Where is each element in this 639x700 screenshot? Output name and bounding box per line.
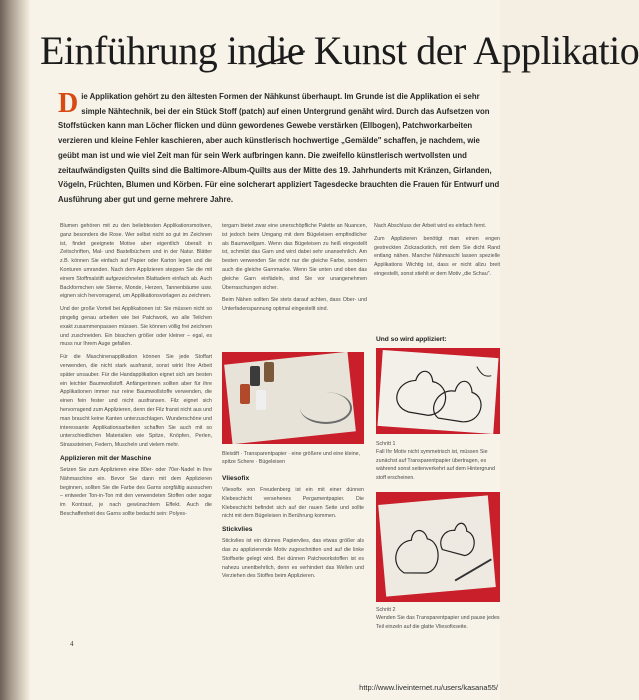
step-2-caption [376, 606, 500, 631]
title-part-2: Kunst der Applikatio [304, 28, 639, 73]
thread-spool-icon [250, 366, 260, 386]
col2-paragraph-4: Stickvlies ist ein dünnes Papiervlies, das etwas größer als das zu applizierende Motiv zugeschnitten und auf die linke Stoffseite gelegt wird. Bei dünnen Patchworkstoffen ist es nahezu unentbehrlich, denn es verhindert das Wellen und Verziehen des Stoffes beim Applizieren. [222, 538, 364, 580]
subhead-stickvlies: Stickvlies [222, 526, 253, 534]
step-1-caption [376, 440, 500, 482]
subhead-how-to: Und so wird appliziert: [376, 336, 447, 343]
thread-spool-icon [256, 390, 266, 410]
transfer-paper [378, 495, 496, 596]
tools-caption: Bleistift · Transparentpapier · eine größere und eine kleine, spitze Schere · Bügeleisen [222, 451, 361, 465]
column-1 [60, 222, 212, 622]
book-spine-shadow [0, 0, 30, 700]
intro-paragraph [58, 90, 500, 210]
col2-paragraph-2: Beim Nähen sollten Sie stets darauf achten, dass Ober- und Unterfadenspannung optimal eingestellt sind. [222, 297, 367, 313]
tools-photo [222, 352, 364, 444]
column-2-top [222, 222, 367, 344]
col2-paragraph-1: tergarn bietet zwar eine unerschöpfliche Palette an Nuancen, ist jedoch beim Umgang mit dem Bügeleisen empfindlicher als Baumwollgarn. Wenn das Bügeleisen zu heiß eingestellt ist, schmilzt das Garn und wird dabei sehr unansehnlich. Am besten verwenden Sie nicht nur die gleiche Farbe, sondern auch die gleiche Garnmarke. Wenn Sie unten und oben das gleiche Garn einfädeln, sind Sie vor unangenehmen Überraschungen sicher. [222, 223, 367, 291]
col1-paragraph-2: Und der große Vorteil bei Applikationen ist: Sie müssen nicht so pingelig genau arbeiten wie bei Patchwork, wo alle Teilchen exakt zusammenpassen müssen. Sie können völlig frei zeichnen und zuschneiden. Ein bisschen größer oder kleiner – egal, es muss nur Ihrem Auge gefallen. [60, 306, 212, 348]
step-1-text: Fall Ihr Motiv nicht symmetrisch ist, müssen Sie zunächst auf Transparentpapier übertragen, es während sonst seitenverkehrt auf dem Hintergrund stoff erscheinen. [376, 449, 495, 481]
col1-paragraph-4: Setzen Sie zum Applizieren eine 80er- oder 70er-Nadel in Ihre Nähmaschine ein. Bevor Sie dann mit dem Applizieren beginnen, sollten Sie die Farbe des Garns sorgfältig aussuchen – entweder Ton-in-Ton mit den verwendeten Stoffen oder sogar im Kontrast, je nach gewünschtem Effekt. Auch die Beschaffenheit des Garns sollte bedacht sein: Polyes- [60, 466, 212, 517]
scissors-icon [300, 392, 352, 424]
col2-paragraph-3: Vliesofix von Freudenberg ist ein mit einer dünnen Klebeschicht versehenes Pergamentpapier. Die Klebeschicht befindet sich auf der rauen Seite und sollte nicht mit dem Bügeleisen in Berührung kommen. [222, 487, 364, 520]
thread-spool-icon [264, 362, 274, 382]
col3-paragraph-1: Nach Abschluss der Arbeit wird es einfach fernt. [374, 223, 487, 229]
step-1-title: Schritt 1 [376, 441, 396, 447]
title-crossed-word: die [256, 28, 305, 73]
source-watermark: http://www.liveinternet.ru/users/kasana55/ [359, 683, 498, 692]
step-2-text: Wenden Sie das Transparentpapier und pause jedes Teil einzeln auf die glatte Vliesofixseite. [376, 615, 500, 630]
column-2-bottom [222, 470, 364, 670]
title-part-1: Einführung in [40, 28, 257, 73]
pear-drawing-photo [376, 348, 500, 434]
pear-outline-icon [377, 350, 498, 434]
subhead-machine-applique: Applizieren mit der Maschine [60, 454, 152, 462]
intro-text: ie Applikation gehört zu den ältesten Formen der Nähkunst überhaupt. Im Grunde ist die Applikation ei sehr simple Nähtechnik, bei der ein Stück Stoff (patch) auf einen Untergrund genäht wird. Durch das Aufsetzen von Stoffstücken kann man Löcher flicken und dünn gewordenes Gewebe verstärken (Ellbogen), Patchworkarbeiten verzieren und kleine Fehler kaschieren, aber auch künstlerisch hochwertige „Gemälde" schaffen, je nachdem, wie geübt man ist und wie viel Zeit man für sein Werk aufbringen kann. Die zweifello künstlerisch wertvollsten und zeitaufwändigsten Quilts sind die Baltimore-Album-Quilts aus der Mitte des 19. Jahrhunderts mit Kränzen, Girlanden, Vögeln, Früchten, Blumen und Körben. Für eine solcherart appliziert Tagesdecke brauchten die Frauen für Entwurf und Ausführung aber gut und gerne mehrere Jahre. [58, 92, 500, 204]
transfer-photo [376, 492, 500, 602]
pear-transfer-icon [378, 495, 496, 596]
col1-paragraph-1: Blumen gehören mit zu den beliebtesten Applikationsmotiven, ganz besonders die Rose. Wer selbst nicht so gut im Zeichnen ist, findet geeignete Motive aber eigentlich überall: in Zeitschriften, Mal- und Bastelbüchern und in der Natur. Blätter z.B. können Sie einfach auf Papier oder Karton legen und die Konturen umranden. Nach dem Applizieren steppen Sie die mit einem Stoffmalstift aufgezeichneten Blattadern einfach ab. Auch Backformchen wie Sterne, Monde, Herzen, Tannenbäume usw. eignen sich hervorragend, um Applikationsvorlagen zu zeichnen. [60, 223, 212, 300]
col1-paragraph-3: Für die Maschinenapplikation können Sie jede Stoffart verwenden, die nicht stark ausfranst, sonst wirkt Ihre Arbeit später unsauber. Für die Handapplikation eignet sich am besten ein leichter Baumwollstoff. Anfängerinnen sollten aber für ihre Applikationen immer nur reine Baumwollstoffe verwenden, die einen fein fester und nicht ausfransen. Filz eignet sich hervorragend zum Applizieren, denn der Filz franst nicht aus und man braucht keine Kanten unterzuschlagen. Wunderschöne und interessante Applikationsarbeiten schaffen Sie auch mit so unterschiedlichen Materialien wie Spitze, Knöpfen, Perlen, Strasssteinen, Federn, Muscheln und vielem mehr. [60, 354, 212, 449]
page-title [40, 22, 639, 80]
page-number: 4 [70, 640, 74, 648]
step-2-title: Schritt 2 [376, 607, 396, 613]
tracing-paper [377, 350, 498, 434]
subhead-vliesofix: Vliesofix [222, 475, 250, 482]
column-3-top [374, 222, 500, 302]
thread-spool-icon [240, 384, 250, 404]
col3-paragraph-2: Zum Applizieren benötigt man einen engen gestreckten Zickzackstich, mit dem Sie dicht Rand entlang nähen. Manche Nähmaschi lassen spezielle Applikations Wichtig ist, dass er nicht allzu breit eingestellt, sonst stiehlt er dem Motiv „die Schau". [374, 235, 500, 277]
drop-cap: D [58, 88, 79, 119]
